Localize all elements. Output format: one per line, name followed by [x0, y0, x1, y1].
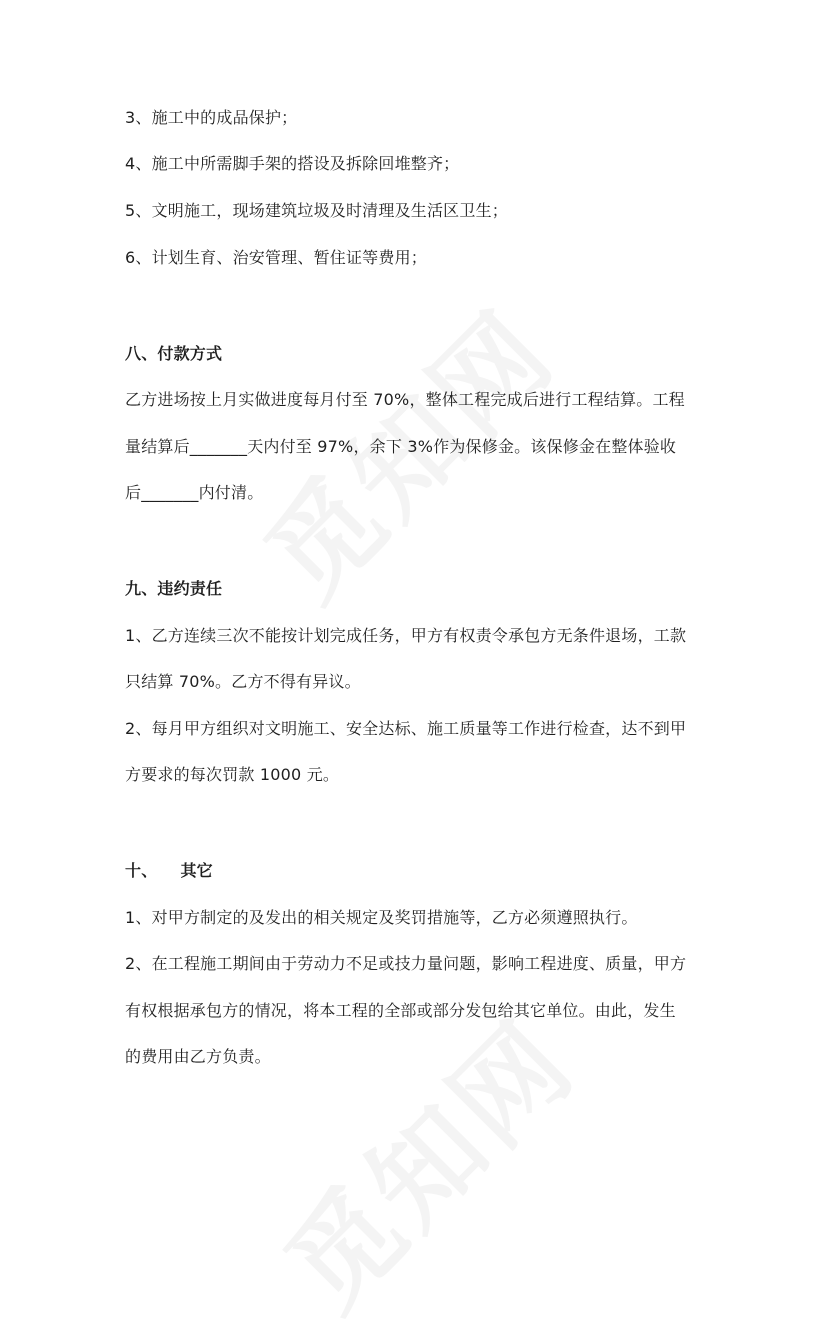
section-heading-liability: 九、违约责任	[125, 579, 223, 598]
paragraph-line: 量结算后_______天内付至 97%，余下 3%作为保修金。该保修金在整体验收	[125, 437, 677, 456]
list-item: 5、文明施工，现场建筑垃圾及时清理及生活区卫生；	[125, 201, 508, 220]
paragraph-line: 有权根据承包方的情况，将本工程的全部或部分发包给其它单位。由此，发生	[125, 1001, 676, 1020]
section-heading-payment: 八、付款方式	[125, 344, 223, 363]
paragraph-line: 只结算 70%。乙方不得有异议。	[125, 672, 361, 691]
paragraph-line: 2、在工程施工期间由于劳动力不足或技力量问题，影响工程进度、质量，甲方	[125, 954, 687, 973]
paragraph-line: 2、每月甲方组织对文明施工、安全达标、施工质量等工作进行检查，达不到甲	[125, 719, 687, 738]
list-item: 4、施工中所需脚手架的搭设及拆除回堆整齐；	[125, 154, 460, 173]
paragraph-line: 1、对甲方制定的及发出的相关规定及奖罚措施等，乙方必须遵照执行。	[125, 908, 638, 927]
section-heading-other: 十、 其它	[125, 861, 213, 880]
list-item: 6、计划生育、治安管理、暂住证等费用；	[125, 248, 427, 267]
paragraph-line: 1、乙方连续三次不能按计划完成任务，甲方有权责令承包方无条件退场，工款	[125, 626, 687, 645]
paragraph-line: 方要求的每次罚款 1000 元。	[125, 765, 340, 784]
watermark	[245, 980, 603, 1338]
list-item: 3、施工中的成品保护；	[125, 108, 298, 127]
paragraph-line: 后_______内付清。	[125, 483, 264, 502]
paragraph-line: 乙方进场按上月实做进度每月付至 70%，整体工程完成后进行工程结算。工程	[125, 390, 685, 409]
paragraph-line: 的费用由乙方负责。	[125, 1047, 271, 1066]
